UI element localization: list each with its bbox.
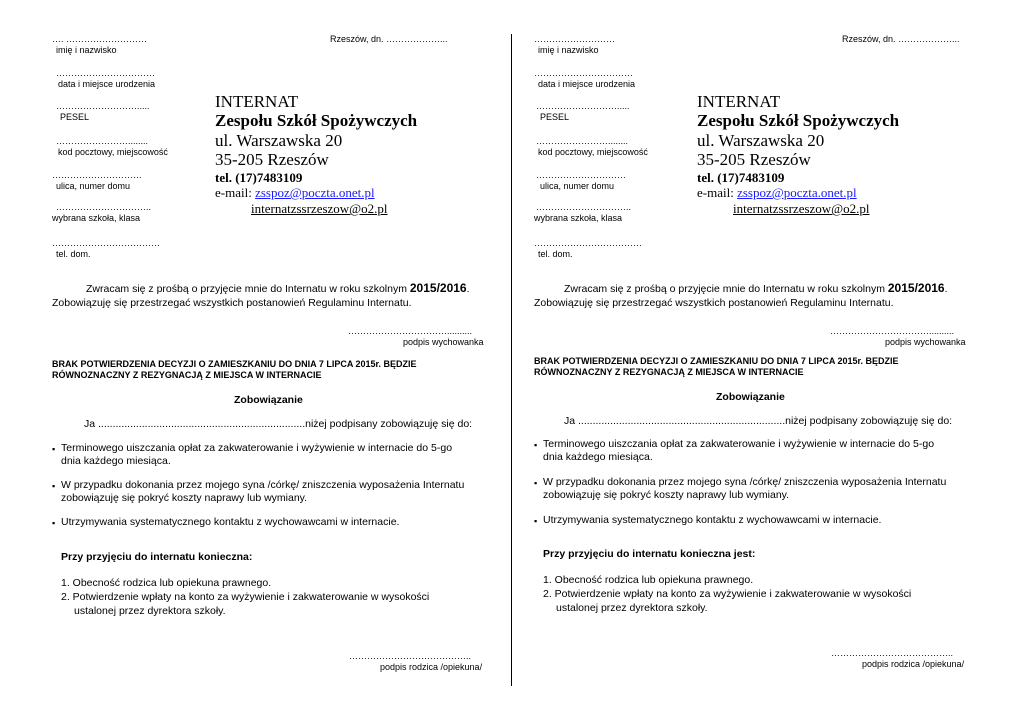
address-phone: tel. (17)7483109 [215, 170, 303, 185]
field-label-street: ulica, numer domu [56, 181, 131, 191]
parent-signature-label: podpis rodzica /opiekuna/ [862, 659, 965, 669]
email-prefix: e-mail: [697, 185, 738, 200]
parent-signature-dots[interactable]: ………………………………….. [349, 651, 472, 661]
tutor-signature-dots[interactable]: …………………………….......... [348, 326, 473, 336]
bullet-2-line-2: zobowiązuję się pokryć koszty naprawy lub wymiany. [543, 489, 790, 501]
address-school: Zespołu Szkół Spożywczych [215, 111, 418, 130]
date-line[interactable]: Rzeszów, dn. ………………... [330, 34, 448, 44]
notice-line-1: BRAK POTWIERDZENIA DECYZJI O ZAMIESZKANIU DO DNIA 7 LIPCA 2015r. BĘDZIE [534, 356, 899, 366]
school-year: 2015/2016 [409, 281, 467, 295]
bullet-icon: ▪ [52, 518, 56, 528]
notice-line-1: BRAK POTWIERDZENIA DECYZJI O ZAMIESZKANIU DO DNIA 7 LIPCA 2015r. BĘDZIE [52, 359, 417, 369]
requirement-1: 1. Obecność rodzica lub opiekuna prawnego. [543, 574, 754, 586]
field-dots-pesel[interactable]: ………………………..... [56, 101, 150, 111]
field-label-pesel: PESEL [60, 112, 90, 122]
email-link-1[interactable]: zsspoz@poczta.onet.pl [255, 185, 375, 200]
bullet-3-line-1: Utrzymywania systematycznego kontaktu z wychowawcami w internacie. [543, 514, 882, 526]
bullet-1-line-1: Terminowego uiszczania opłat za zakwaterowanie i wyżywienie w internacie do 5-go [543, 438, 935, 450]
address-internat: INTERNAT [697, 92, 781, 111]
field-dots-street[interactable]: ………………………… [536, 170, 626, 180]
requirement-2-cont: ustalonej przez dyrektora szkoły. [74, 605, 226, 617]
date-line[interactable]: Rzeszów, dn. ………………... [842, 34, 960, 44]
requirement-2-cont: ustalonej przez dyrektora szkoły. [556, 602, 708, 614]
notice-line-2: RÓWNOZNACZNY Z REZYGNACJĄ Z MIEJSCA W INTERNACIE [534, 367, 804, 377]
field-dots-phone[interactable]: ……………………………… [52, 238, 160, 248]
address-email-row [697, 185, 857, 200]
request-line-1 [86, 282, 470, 296]
bullet-icon: ▪ [534, 516, 538, 526]
admission-title: Przy przyjęciu do internatu konieczna jest: [543, 548, 756, 560]
email-link-2[interactable]: internatzssrzeszow@o2.pl [733, 201, 870, 216]
tutor-signature-label: podpis wychowanka [885, 337, 966, 347]
address-email-row [215, 185, 375, 200]
form-copy-right [512, 0, 1024, 725]
email-link-1[interactable]: zsspoz@poczta.onet.pl [737, 185, 857, 200]
field-label-school: wybrana szkoła, klasa [52, 213, 141, 223]
field-dots-pesel[interactable]: ………………………..... [536, 101, 630, 111]
tutor-signature-dots[interactable]: …………………………….......... [830, 326, 955, 336]
notice-line-2: RÓWNOZNACZNY Z REZYGNACJĄ Z MIEJSCA W INTERNACIE [52, 370, 322, 380]
address-internat: INTERNAT [215, 92, 299, 111]
email-prefix: e-mail: [215, 185, 256, 200]
field-dots-postal[interactable]: ……………………........ [56, 136, 149, 146]
request-line-2: Zobowiązuję się przestrzegać wszystkich postanowień Regulaminu Internatu. [534, 297, 894, 309]
field-dots-school[interactable]: ………………………….. [536, 202, 632, 212]
requirement-1: 1. Obecność rodzica lub opiekuna prawnego. [61, 577, 272, 589]
field-label-pesel: PESEL [540, 112, 570, 122]
field-label-birth: data i miejsce urodzenia [538, 79, 636, 89]
tutor-signature-label: podpis wychowanka [403, 337, 484, 347]
commitment-intro[interactable]: Ja .......................................................................niżej podpisany zobowiązuję się do: [84, 418, 473, 430]
request-text: Zwracam się z prośbą o przyjęcie mnie do Internatu w roku szkolnym [86, 283, 410, 295]
bullet-3-line-1: Utrzymywania systematycznego kontaktu z wychowawcami w internacie. [61, 516, 400, 528]
school-year: 2015/2016 [887, 281, 945, 295]
address-street: ul. Warszawska 20 [697, 131, 825, 150]
field-label-name: imię i nazwisko [538, 45, 599, 55]
request-end: . [944, 283, 948, 295]
commitment-title: Zobowiązanie [234, 394, 303, 406]
field-dots-name[interactable]: ……………………… [534, 34, 615, 44]
requirement-2: 2. Potwierdzenie wpłaty na konto za wyżywienie i zakwaterowanie w wysokości [61, 591, 430, 603]
field-dots-phone[interactable]: ……………………………… [534, 238, 642, 248]
commitment-intro[interactable]: Ja .......................................................................niżej podpisany zobowiązuję się do: [564, 415, 953, 427]
field-dots-birth[interactable]: …………………………… [56, 68, 155, 78]
admission-title: Przy przyjęciu do internatu konieczna: [61, 551, 253, 563]
address-city: 35-205 Rzeszów [697, 150, 811, 169]
field-dots-school[interactable]: ………………………….. [56, 202, 152, 212]
bullet-2-line-2: zobowiązuję się pokryć koszty naprawy lub wymiany. [61, 492, 308, 504]
request-text: Zwracam się z prośbą o przyjęcie mnie do Internatu w roku szkolnym [564, 283, 888, 295]
bullet-1-line-1: Terminowego uiszczania opłat za zakwaterowanie i wyżywienie w internacie do 5-go [61, 442, 453, 454]
field-label-name: imię i nazwisko [56, 45, 117, 55]
field-dots-birth[interactable]: …………………………… [534, 68, 633, 78]
commitment-title: Zobowiązanie [716, 391, 785, 403]
request-end: . [466, 283, 470, 295]
field-label-phone: tel. dom. [538, 249, 573, 259]
address-city: 35-205 Rzeszów [215, 150, 329, 169]
address-school: Zespołu Szkół Spożywczych [697, 111, 900, 130]
bullet-icon: ▪ [534, 440, 538, 450]
address-phone: tel. (17)7483109 [697, 170, 785, 185]
field-label-phone: tel. dom. [56, 249, 91, 259]
field-label-birth: data i miejsce urodzenia [58, 79, 156, 89]
bullet-icon: ▪ [52, 481, 56, 491]
email-link-2[interactable]: internatzssrzeszow@o2.pl [251, 201, 388, 216]
field-dots-postal[interactable]: ……………………........ [536, 136, 629, 146]
field-dots-street[interactable]: ………………………… [52, 170, 142, 180]
requirement-2: 2. Potwierdzenie wpłaty na konto za wyżywienie i zakwaterowanie w wysokości [543, 588, 912, 600]
bullet-1-line-2: dnia każdego miesiąca. [543, 451, 653, 463]
request-line-2: Zobowiązuję się przestrzegać wszystkich postanowień Regulaminu Internatu. [52, 297, 412, 309]
parent-signature-dots[interactable]: ………………………………….. [831, 648, 954, 658]
bullet-2-line-1: W przypadku dokonania przez mojego syna /córkę/ zniszczenia wyposażenia Internatu [543, 476, 947, 488]
field-label-school: wybrana szkoła, klasa [534, 213, 623, 223]
field-dots-name[interactable]: …. ……………………… [52, 34, 148, 44]
field-label-postal: kod pocztowy, miejscowość [538, 147, 648, 157]
bullet-icon: ▪ [534, 478, 538, 488]
field-label-postal: kod pocztowy, miejscowość [58, 147, 168, 157]
address-street: ul. Warszawska 20 [215, 131, 343, 150]
bullet-icon: ▪ [52, 444, 56, 454]
parent-signature-label: podpis rodzica /opiekuna/ [380, 662, 483, 672]
bullet-1-line-2: dnia każdego miesiąca. [61, 455, 171, 467]
bullet-2-line-1: W przypadku dokonania przez mojego syna /córkę/ zniszczenia wyposażenia Internatu [61, 479, 465, 491]
field-label-street: ulica, numer domu [540, 181, 615, 191]
request-line-1 [564, 282, 948, 296]
